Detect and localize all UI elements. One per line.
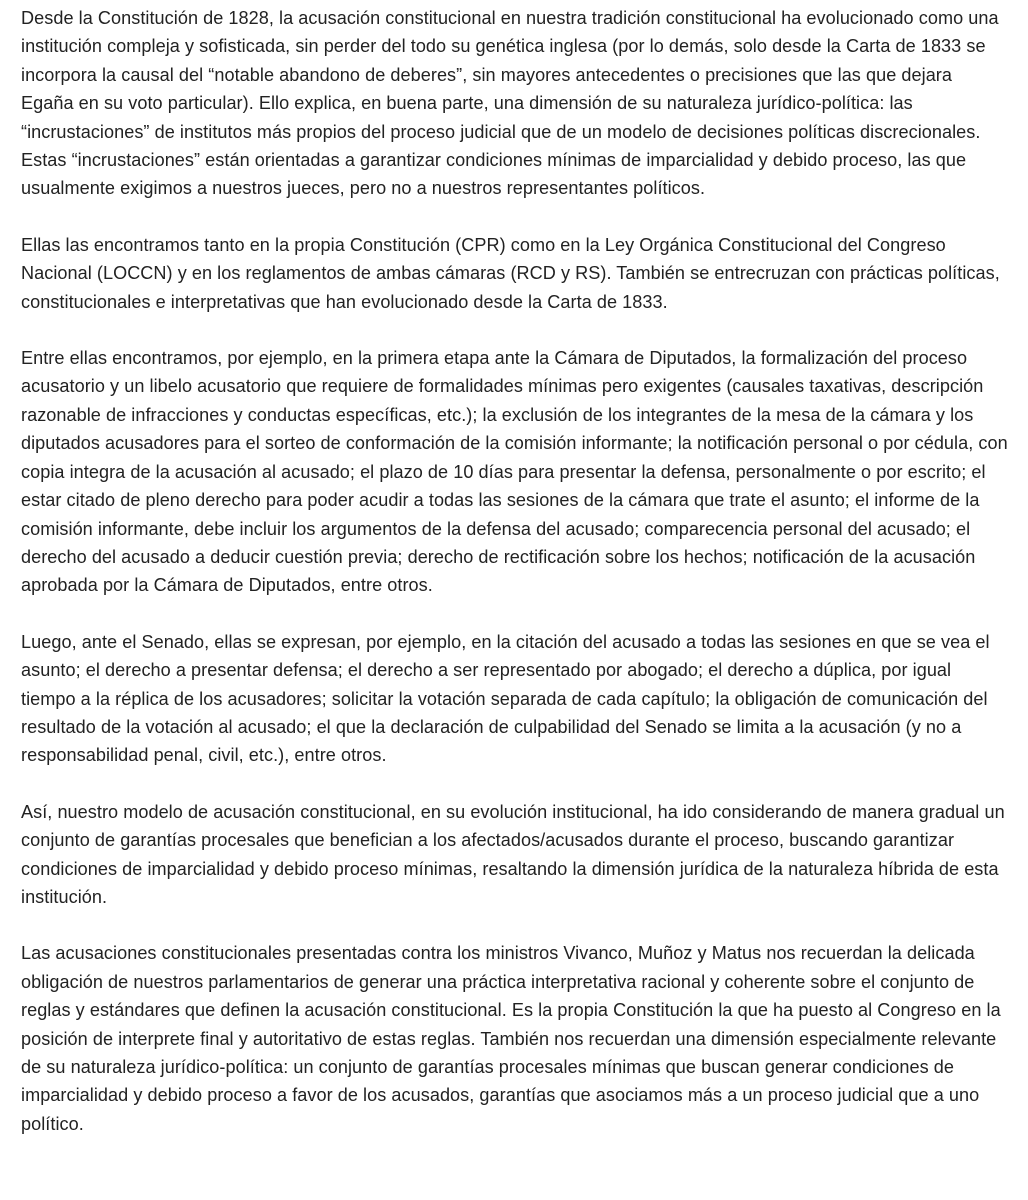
paragraph-3: Entre ellas encontramos, por ejemplo, en la primera etapa ante la Cámara de Diputados, la formalización del proceso acusatorio y un libelo acusatorio que requiere de formalidades mínimas pero exigentes (causales taxativas, descripción razonable de infracciones y conductas específicas, etc.); la exclusión de los integrantes de la mesa de la cámara y los diputados acusadores para el sorteo de conformación de la comisión informante; la notificación personal o por cédula, con copia integra de la acusación al acusado; el plazo de 10 días para presentar la defensa, personalmente o por escrito; el estar citado de pleno derecho para poder acudir a todas las sesiones de la cámara que trate el asunto; el informe de la comisión informante, debe incluir los argumentos de la defensa del acusado; comparecencia personal del acusado; el derecho del acusado a deducir cuestión previa; derecho de rectificación sobre los hechos; notificación de la acusación aprobada por la Cámara de Diputados, entre otros.	[21, 348, 1008, 596]
paragraph-6: Las acusaciones constitucionales presentadas contra los ministros Vivanco, Muñoz y Matus nos recuerdan la delicada obligación de nuestros parlamentarios de generar una práctica interpretativa racional y coherente sobre el conjunto de reglas y estándares que definen la acusación constitucional. Es la propia Constitución la que ha puesto al Congreso en la posición de interprete final y autoritativo de estas reglas. También nos recuerdan una dimensión especialmente relevante de su naturaleza jurídico-política: un conjunto de garantías procesales mínimas que buscan generar condiciones de imparcialidad y debido proceso a favor de los acusados, garantías que asociamos más a un proceso judicial que a uno político.	[21, 943, 1001, 1134]
paragraph-1: Desde la Constitución de 1828, la acusación constitucional en nuestra tradición constitucional ha evolucionado como una institución compleja y sofisticada, sin perder del todo su genética inglesa (por lo demás, solo desde la Carta de 1833 se incorpora la causal del “notable abandono de deberes”, sin mayores antecedentes o precisiones que las que dejara Egaña en su voto particular). Ello explica, en buena parte, una dimensión de su naturaleza jurídico-política: las “incrustaciones” de institutos más propios del proceso judicial que de un modelo de decisiones políticas discrecionales. Estas “incrustaciones” están orientadas a garantizar condiciones mínimas de imparcialidad y debido proceso, las que usualmente exigimos a nuestros jueces, pero no a nuestros representantes políticos.	[21, 8, 999, 199]
paragraph-2: Ellas las encontramos tanto en la propia Constitución (CPR) como en la Ley Orgánica Constitucional del Congreso Nacional (LOCCN) y en los reglamentos de ambas cámaras (RCD y RS). También se entrecruzan con prácticas políticas, constitucionales e interpretativas que han evolucionado desde la Carta de 1833.	[21, 234, 1000, 312]
paragraph-5: Así, nuestro modelo de acusación constitucional, en su evolución institucional, ha ido considerando de manera gradual un conjunto de garantías procesales que benefician a los afectados/acusados durante el proceso, buscando garantizar condiciones de imparcialidad y debido proceso mínimas, resaltando la dimensión jurídica de la naturaleza híbrida de esta institución.	[21, 801, 1005, 907]
paragraph-4: Luego, ante el Senado, ellas se expresan, por ejemplo, en la citación del acusado a todas las sesiones en que se vea el asunto; el derecho a presentar defensa; el derecho a ser representado por abogado; el derecho a dúplica, por igual tiempo a la réplica de los acusadores; solicitar la votación separada de cada capítulo; la obligación de comunicación del resultado de la votación al acusado; el que la declaración de culpabilidad del Senado se limita a la acusación (y no a responsabilidad penal, civil, etc.), entre otros.	[21, 631, 990, 766]
